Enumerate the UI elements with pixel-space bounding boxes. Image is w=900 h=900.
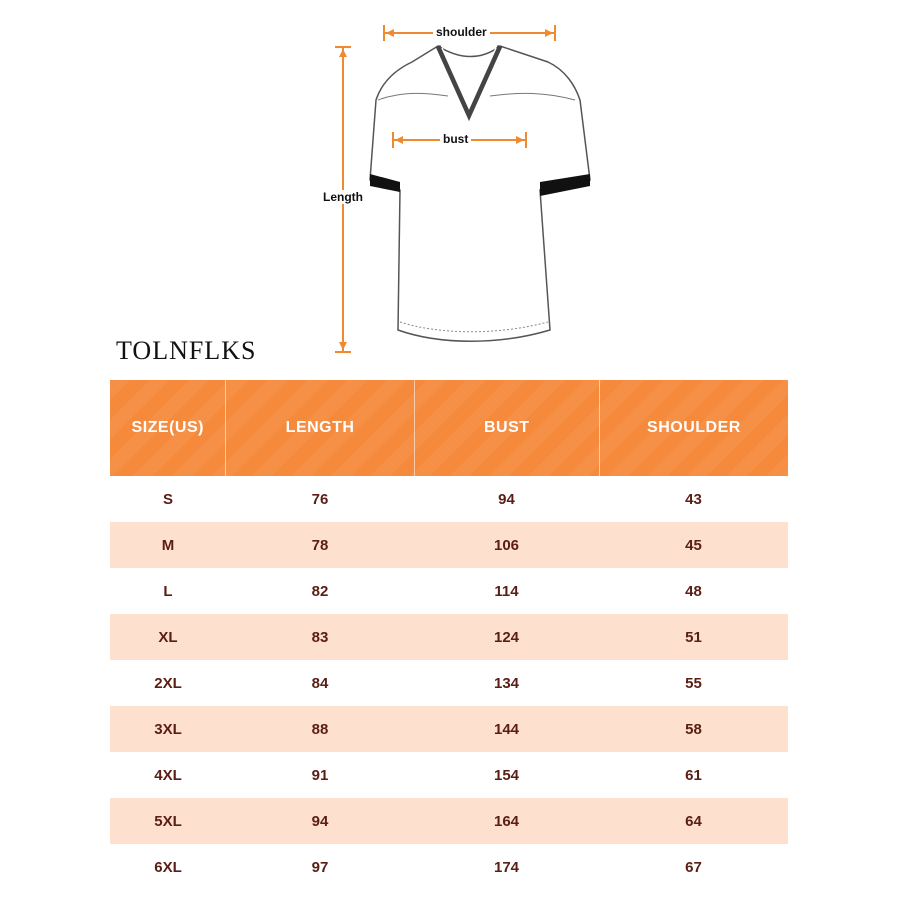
cell-length: 97 (311, 858, 329, 876)
cell-size: S (162, 490, 173, 508)
cell-bust: 174 (493, 858, 520, 876)
table-row (110, 522, 788, 568)
cell-shoulder: 51 (685, 628, 702, 646)
cell-bust: 114 (494, 582, 519, 600)
cell-bust: 154 (493, 766, 520, 784)
cell-length: 82 (311, 582, 329, 600)
cell-shoulder: 58 (685, 720, 702, 738)
shoulder-label: shoulder (433, 25, 490, 39)
table-row (110, 752, 788, 798)
cell-shoulder: 43 (685, 490, 702, 508)
cell-bust: 164 (493, 812, 520, 830)
table-row (110, 568, 788, 614)
cell-length: 78 (311, 536, 329, 554)
cell-size: M (161, 536, 175, 554)
cell-shoulder: 64 (685, 812, 702, 830)
length-label: Length (320, 190, 366, 204)
cell-shoulder: 48 (685, 582, 702, 600)
bust-label: bust (440, 132, 471, 146)
cell-length: 88 (311, 720, 329, 738)
cell-length: 76 (311, 490, 329, 508)
table-row (110, 706, 788, 752)
cell-shoulder: 55 (685, 674, 702, 692)
table-row (110, 844, 788, 890)
cell-shoulder: 45 (685, 536, 702, 554)
cell-shoulder: 61 (685, 766, 702, 784)
cell-bust: 144 (493, 720, 520, 738)
cell-shoulder: 67 (685, 858, 702, 876)
cell-size: L (163, 582, 173, 600)
table-header (110, 380, 788, 476)
table-row (110, 660, 788, 706)
header-size: SIZE(US) (110, 380, 226, 476)
cell-bust: 106 (493, 536, 520, 554)
garment-diagram (0, 0, 900, 360)
cell-size: XL (158, 628, 178, 646)
cell-length: 84 (311, 674, 329, 692)
cell-bust: 134 (493, 674, 520, 692)
cell-size: 5XL (154, 812, 182, 830)
cell-length: 83 (311, 628, 329, 646)
cell-size: 4XL (154, 766, 182, 784)
cell-size: 3XL (154, 720, 182, 738)
table-row (110, 798, 788, 844)
jersey-illustration (0, 0, 900, 360)
size-chart-table (110, 380, 788, 890)
cell-size: 6XL (154, 858, 182, 876)
cell-size: 2XL (154, 674, 182, 692)
header-bust: BUST (415, 380, 600, 476)
cell-bust: 94 (498, 490, 515, 508)
cell-length: 94 (311, 812, 329, 830)
table-row (110, 476, 788, 522)
cell-bust: 124 (493, 628, 520, 646)
header-shoulder: SHOULDER (647, 419, 741, 436)
cell-length: 91 (311, 766, 329, 784)
brand-name: TOLNFLKS (116, 336, 257, 365)
header-length: LENGTH (226, 380, 414, 476)
table-row (110, 614, 788, 660)
